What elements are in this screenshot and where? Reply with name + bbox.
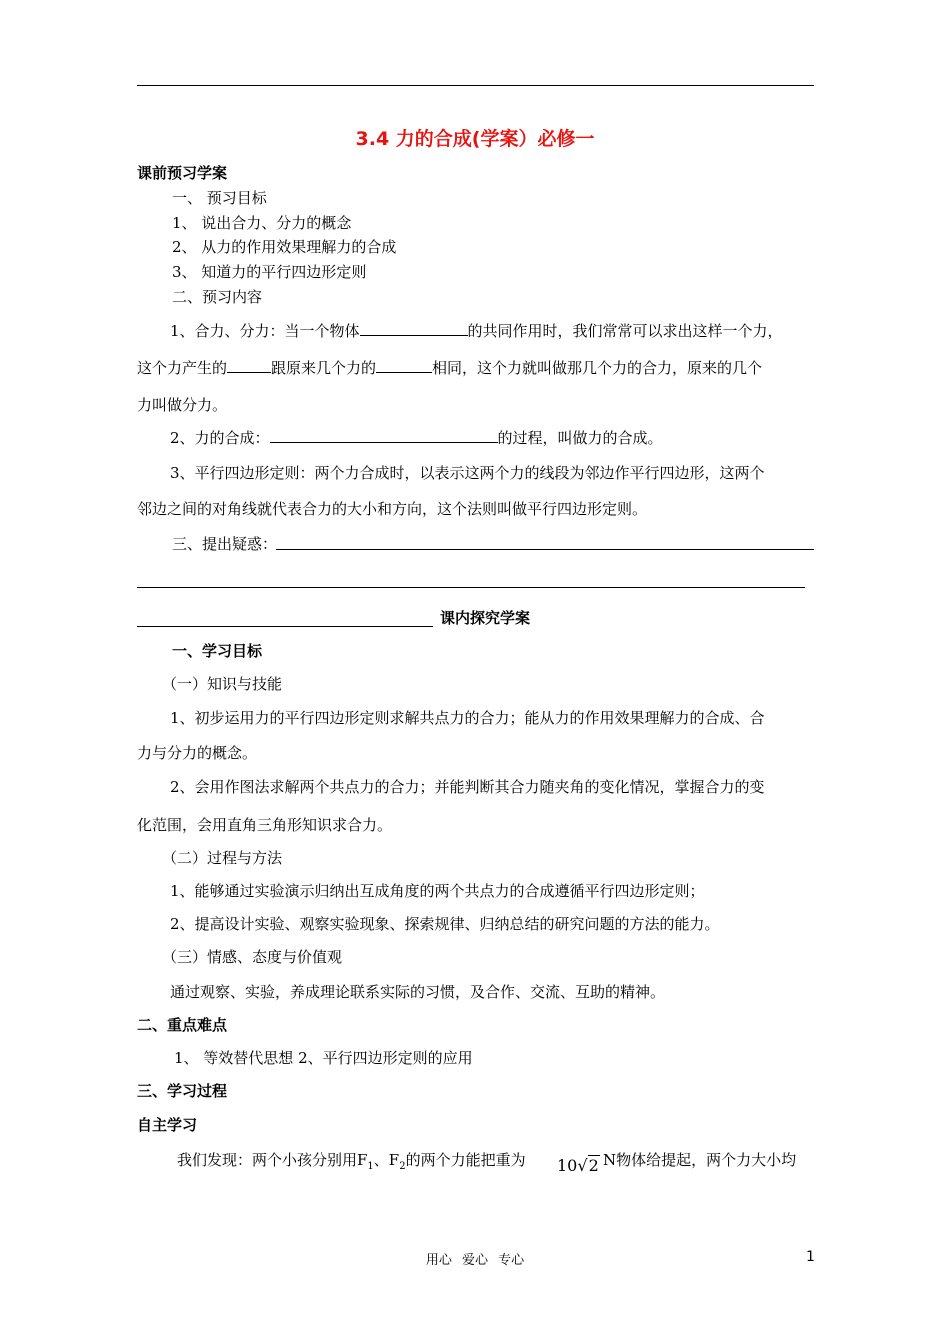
knowledge-2-line-1: 2、会用作图法求解两个共点力的合力；并能判断其合力随夹角的变化情况，掌握合力的变: [170, 778, 765, 796]
page-number: 1: [806, 1249, 815, 1265]
self-study-text-end: N物体给提起，两个力大小均: [603, 1151, 797, 1169]
section-divider-line: [137, 626, 433, 627]
fill-blank[interactable]: [227, 358, 271, 373]
fill-blank[interactable]: [360, 321, 468, 336]
preview-item-2: 2、力的合成： 的过程，叫做力的合成。: [170, 429, 663, 447]
header-rule: [137, 85, 814, 86]
preview-item-1-line-2: 这个力产生的 跟原来几个力的 相同，这个力就叫做那几个力的合力，原来的几个: [137, 359, 763, 377]
preview-goal-2: 2、 从力的作用效果理解力的合成: [172, 238, 397, 256]
goals-heading: 一、学习目标: [172, 642, 263, 660]
emotion-heading: （三）情感、态度与价值观: [162, 948, 343, 966]
question-label: 三、提出疑惑：: [172, 535, 278, 553]
knowledge-2-line-2: 化范围，会用直角三角形知识求合力。: [137, 816, 393, 834]
self-study-text-start: 我们发现：两个小孩分别用$F_1$、$F_2$的两个力能把重为: [177, 1151, 526, 1172]
method-heading: （二）过程与方法: [162, 849, 283, 867]
preview-goal-3: 3、 知道力的平行四边形定则: [172, 263, 367, 281]
fill-blank[interactable]: [270, 428, 498, 443]
preview-content-heading: 二、预习内容: [172, 288, 263, 306]
page-title: 3.4 力的合成(学案）必修一: [355, 128, 595, 150]
knowledge-1-line-2: 力与分力的概念。: [137, 744, 258, 762]
method-1: 1、能够通过实验演示归纳出互成角度的两个共点力的合成遵循平行四边形定则；: [170, 882, 705, 900]
inclass-heading: 课内探究学案: [440, 609, 531, 627]
knowledge-1-line-1: 1、初步运用力的平行四边形定则求解共点力的合力；能从力的作用效果理解力的合成、合: [170, 709, 765, 727]
weight-formula: 10√2: [557, 1156, 599, 1175]
key-points-heading: 二、重点难点: [137, 1016, 228, 1034]
emotion-1: 通过观察、实验，养成理论联系实际的习惯，及合作、交流、互助的精神。: [170, 983, 666, 1001]
knowledge-heading: （一）知识与技能: [162, 675, 283, 693]
preview-item-3-line-1: 3、平行四边形定则：两个力合成时，以表示这两个力的线段为邻边作平行四边形，这两个: [170, 464, 765, 482]
preview-item-3-line-2: 邻边之间的对角线就代表合力的大小和方向，这个法则叫做平行四边形定则。: [137, 500, 648, 518]
preview-goal-heading: 一、 预习目标: [172, 189, 267, 207]
question-answer-line[interactable]: [137, 587, 805, 588]
process-heading: 三、学习过程: [137, 1082, 228, 1100]
preview-goal-1: 1、 说出合力、分力的概念: [172, 214, 352, 232]
method-2: 2、提高设计实验、观察实验现象、探索规律、归纳总结的研究问题的方法的能力。: [170, 915, 720, 933]
sqrt-icon: √: [577, 1156, 588, 1175]
preview-item-1-line-1: 1、合力、分力：当一个物体 的共同作用时，我们常常可以求出这样一个力，: [170, 322, 783, 340]
page-footer: 用心 爱心 专心: [425, 1253, 525, 1268]
key-points-text: 1、 等效替代思想 2、平行四边形定则的应用: [174, 1049, 473, 1067]
preview-item-1-line-3: 力叫做分力。: [137, 396, 228, 414]
question-answer-line[interactable]: [276, 549, 814, 550]
preview-heading: 课前预习学案: [137, 164, 228, 182]
self-study-heading: 自主学习: [137, 1116, 198, 1134]
fill-blank[interactable]: [376, 358, 432, 373]
